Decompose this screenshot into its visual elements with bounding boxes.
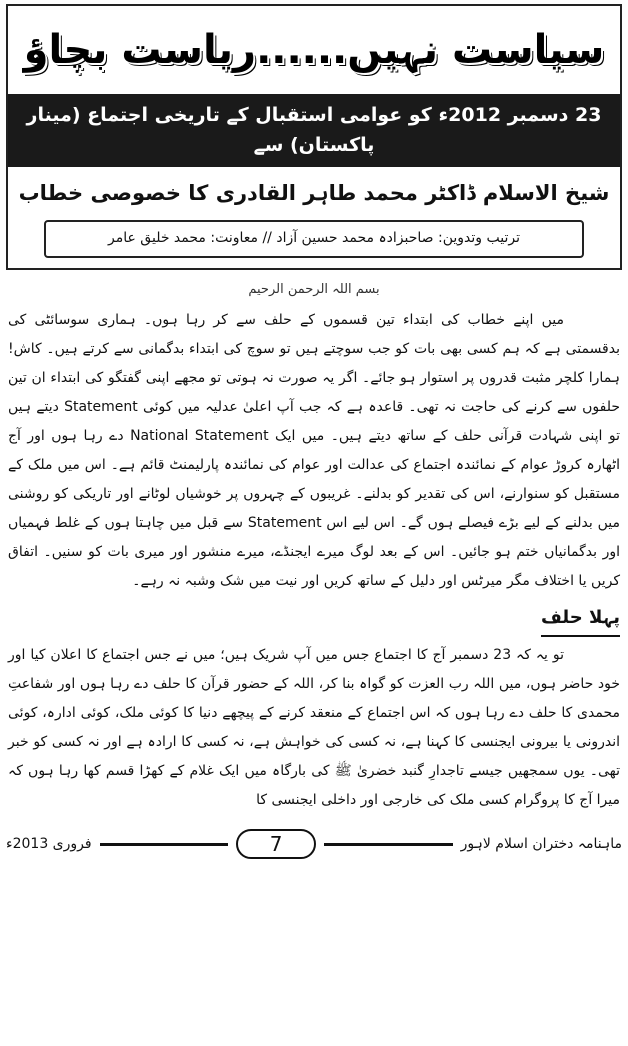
- bismillah-calligraphy: بسم اللہ الرحمن الرحیم: [248, 281, 380, 297]
- text-line: عوام کی نمائندہ پارلیمنٹ قائم ہے۔ اس میں ملک کے مستقبل کو سنوارنے، اس کی تقدیر کو بدلنے۔ غریبوں کے: [8, 457, 620, 503]
- text-line: ایجنڈے، میرے منشور اور میری بات کو سنیں۔ اتفاق کریں یا اختلاف مگر میرٹس اور دلیل کے ساتھ کریں اور نیت: [8, 544, 620, 590]
- magazine-name: ماہنامہ دختران اسلام لاہور: [460, 835, 622, 852]
- text-line: حلف دے رہا ہوں کہ اس اجتماع کے منعقد کرنے کے پیچھے دنیا کا کوئی ملک، کوئی ادارہ، کوئی اندرونی یا بیرونی: [8, 705, 620, 751]
- text-line: میں شک وشبہ نہ رہے۔: [132, 573, 272, 590]
- text-line: کہ جب آپ اعلیٰ عدلیہ میں کوئی Statement دیتے ہیں تو اپنی شہادت قرآنی حلف کے ساتھ دیتے ہیں۔: [8, 399, 620, 445]
- editor-credit: ترتیب وتدوین: صاحبزادہ محمد حسین آزاد // معاونت: محمد خلیق عامر: [44, 220, 584, 257]
- footer-rule-right: [324, 843, 453, 846]
- event-band: 23 دسمبر 2012ء کو عوامی استقبال کے تاریخی اجتماع (مینار پاکستان) سے: [8, 94, 620, 167]
- page-number: 7: [236, 829, 316, 859]
- article-title: سیاست نہیں......ریاست بچاؤ: [23, 27, 605, 73]
- text-line: میں اپنے خطاب کی ابتداء تین قسموں کے حلف سے کر رہا ہوں۔ ہماری سوسائٹی کی بدقسمتی ہے کہ ہم: [8, 312, 620, 358]
- text-line: تو یہ کہ 23 دسمبر آج کا اجتماع جس میں آپ شریک ہیں؛ میں نے جس اجتماع کا اعلان کیا اور خود: [8, 647, 620, 693]
- text-line: Statement سے قبل میں چاہتا ہوں کے غلط فہمیاں اور بدگمانیاں ختم ہو جائیں۔ اس کے بعد لوگ میرے: [8, 515, 620, 561]
- text-line: ﷺ کی بارگاہ میں ایک غلام کے کھڑا قسم کھا رہا ہوں کہ میرا آج کا پروگرام کسی ملک کی خارجی اور داخلی ایجنسی کا: [8, 763, 620, 809]
- text-line: کسی بھی بات کو جب سوچتے ہیں تو سوچ کی ابتداء بدگمانی سے کرتے ہیں۔ کاش! ہمارا کلچر مثبت قدروں پر استوار: [8, 341, 620, 387]
- text-line: ہو جائے۔ اگر یہ صورت نہ ہوتی تو مجھے اپنی گفتگو کی ابتداء ان تین حلفوں سے کرنے کی حاجت نہ تھی۔ قاعدہ ہے: [8, 370, 621, 416]
- section-heading-wrap: [8, 604, 620, 637]
- issue-date: فروری 2013ء: [6, 835, 92, 852]
- section-heading: پہلا حلف: [541, 604, 620, 637]
- page-footer: [6, 829, 622, 859]
- footer-rule-left: [100, 843, 229, 846]
- article-header-box: [6, 4, 622, 270]
- text-line: چہروں پر خوشیاں لوٹانے اور تاریکی کو روشنی میں بدلنے کے لیے بڑے فیصلے ہوں گے۔ اس لیے اس: [8, 486, 621, 532]
- paragraph-2: [6, 641, 622, 815]
- text-line: ایجنسی کا کہنا ہے، نہ کسی کی خواہش ہے، نہ کسی کا ارادہ ہے اور نہ کسی کو خبر تھی۔ یوں سمجھیں جیسے تاجدارِ گنبد خضریٰ: [8, 734, 621, 780]
- text-line: میں ایک National Statement دے رہا ہوں اور آج اٹھارہ کروڑ عوام کے نمائندہ اجتماع کی عدالت اور: [8, 428, 620, 474]
- text-line: حاضر ہوں، میں اللہ رب العزت کو گواہ بنا کر، اللہ کے حضور قرآن کا حلف دے رہا ہوں اور شفاعتِ محمدی کا: [8, 676, 620, 722]
- speaker-subtitle: شیخ الاسلام ڈاکٹر محمد طاہر القادری کا خصوصی خطاب: [18, 180, 610, 205]
- paragraph-1: [6, 306, 622, 596]
